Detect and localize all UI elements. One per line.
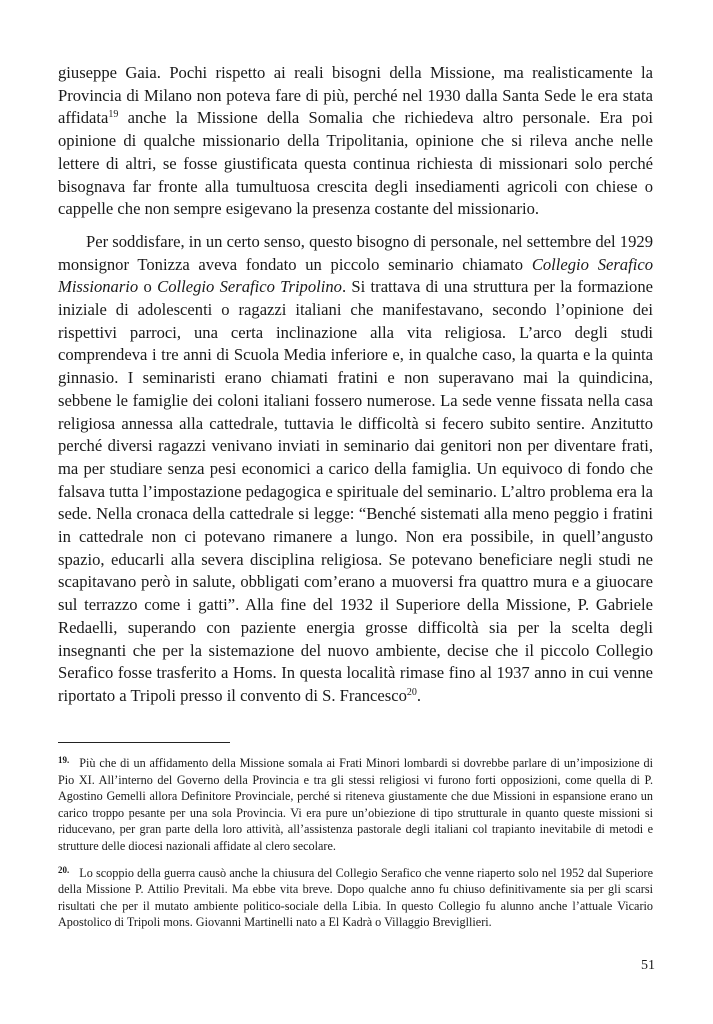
paragraph-2-text: Per soddisfare, in un certo senso, questo bisogno di personale, nel settembre del 1929 monsignor Tonizza aveva fondato un piccolo seminario chiamato xyxy=(58,231,653,274)
italic-title-2: Collegio Serafico Tripolino xyxy=(157,277,342,297)
paragraph-2-end: . xyxy=(416,685,422,705)
footnote-20 xyxy=(58,865,653,931)
footnote-text: Lo scoppio della guerra causò anche la chiusura del Collegio Serafico che venne riaperto solo nel 1952 dal Superiore della Missione P. Attilio Previtali. Ma ebbe vita breve. Dopo qualche anno fu chiuso definitivamente sia per gli scarsi risultati che per il mutato ambiente politico-sociale della Libia. In questo Collegio fu alunno anche l’attuale Vicario Apostolico di Tripoli mons. Giovanni Martinelli nato a El Kadrà o Villaggio Brevigllieri. xyxy=(58,865,653,930)
paragraph-1 xyxy=(58,62,653,221)
paragraph-1-text: giuseppe Gaia. Pochi rispetto ai reali bisogni della Missione, ma realisticamente la Provincia di Milano non poteva fare di più, perché nel 1930 dalla Santa Sede le era stata affidata xyxy=(58,63,653,128)
conjunction: o xyxy=(138,277,158,297)
page-number: 51 xyxy=(641,958,655,973)
footnote-text: Più che di un affidamento della Missione somala ai Frati Minori lombardi si dovrebbe parlare di un’imposizione di Pio XI. All’interno del Governo della Provincia e tra gli stessi religiosi vi furono forti opposizioni, come quella di P. Agostino Gemelli allora Definitore Provinciale, perché si riteneva giustamente che due Missioni in espansione erano un carico troppo pesante per una sola Provincia. Vi era pure un’obiezione di tipo strutturale in quanto queste missioni si riducevano, per gran parte della loro attività, all’assistenza pastorale degli italiani col trapianto inevitabile di metodi e strutture delle diocesi nazionali affidate al clero secolare. xyxy=(58,756,653,853)
footnote-number: 19. xyxy=(58,755,70,765)
paragraph-2 xyxy=(58,231,653,708)
paragraph-1-text-cont: anche la Missione della Somalia che richiedeva altro personale. Era poi opinione di qualche missionario della Tripolitania, opinione che si rileva anche nelle lettere di altri, se fosse giustificata questa continua richiesta di missionari solo perché bisognava far fronte alla tumultuosa crescita degli insediamenti agricoli con chiese o cappelle che non sempre esigevano la presenza costante del missionario. xyxy=(58,108,653,219)
footnote-ref-20: 20 xyxy=(406,686,417,698)
footnotes xyxy=(58,755,653,931)
paragraph-2-text-cont: . Si trattava di una struttura per la formazione iniziale di adolescenti o ragazzi italiani che manifestavano, secondo l’opinione dei rispettivi parroci, una certa inclinazione alla vita religiosa. L’arco degli studi comprendeva i tre anni di Scuola Media inferiore e, in qualche caso, la quarta e la quinta ginnasio. I seminaristi erano chiamati fratini e non superavano mai la quindicina, sebbene le famiglie dei coloni italiani fossero numerose. La sede venne fissata nella casa religiosa annessa alla cattedrale, tuttavia le difficoltà si fecero subito sentire. Anzitutto perché diversi ragazzi venivano inviati in seminario dai genitori non per diventare frati, ma per studiare senza pesi economici a carico della famiglia. Un equivoco di fondo che falsava tutta l’impostazione pedagogica e spirituale del seminario. L’altro problema era la sede. Nella cronaca della cattedrale si legge: “Benché sistemati alla meno peggio i fratini in cattedrale non ci potevano rimanere a lungo. Non era possibile, in quell’angusto spazio, educarli alla severa disciplina religiosa. Se potevano beneficiare negli studi ne scapitavano però in salute, obbligati com’erano a muoversi fra quattro mura e a giuocare sul terrazzo come i gatti”. Alla fine del 1932 il Superiore della Missione, P. Gabriele Redaelli, superando con paziente energia grosse difficoltà sia per la scelta degli insegnanti che per la sistemazione del nuovo ambiente, decise che il piccolo Collegio Serafico fosse trasferito a Homs. In questa località rimase fino al 1937 anno in cui venne riportato a Tripoli presso il convento di S. Francesco xyxy=(58,277,653,705)
italic-title-1: Collegio Serafico Missionario xyxy=(58,254,653,297)
main-text xyxy=(58,62,653,708)
footnote-ref-19: 19 xyxy=(108,109,119,121)
footnote-divider xyxy=(58,742,230,743)
footnote-number: 20. xyxy=(58,864,70,875)
footnote-19 xyxy=(58,755,653,855)
